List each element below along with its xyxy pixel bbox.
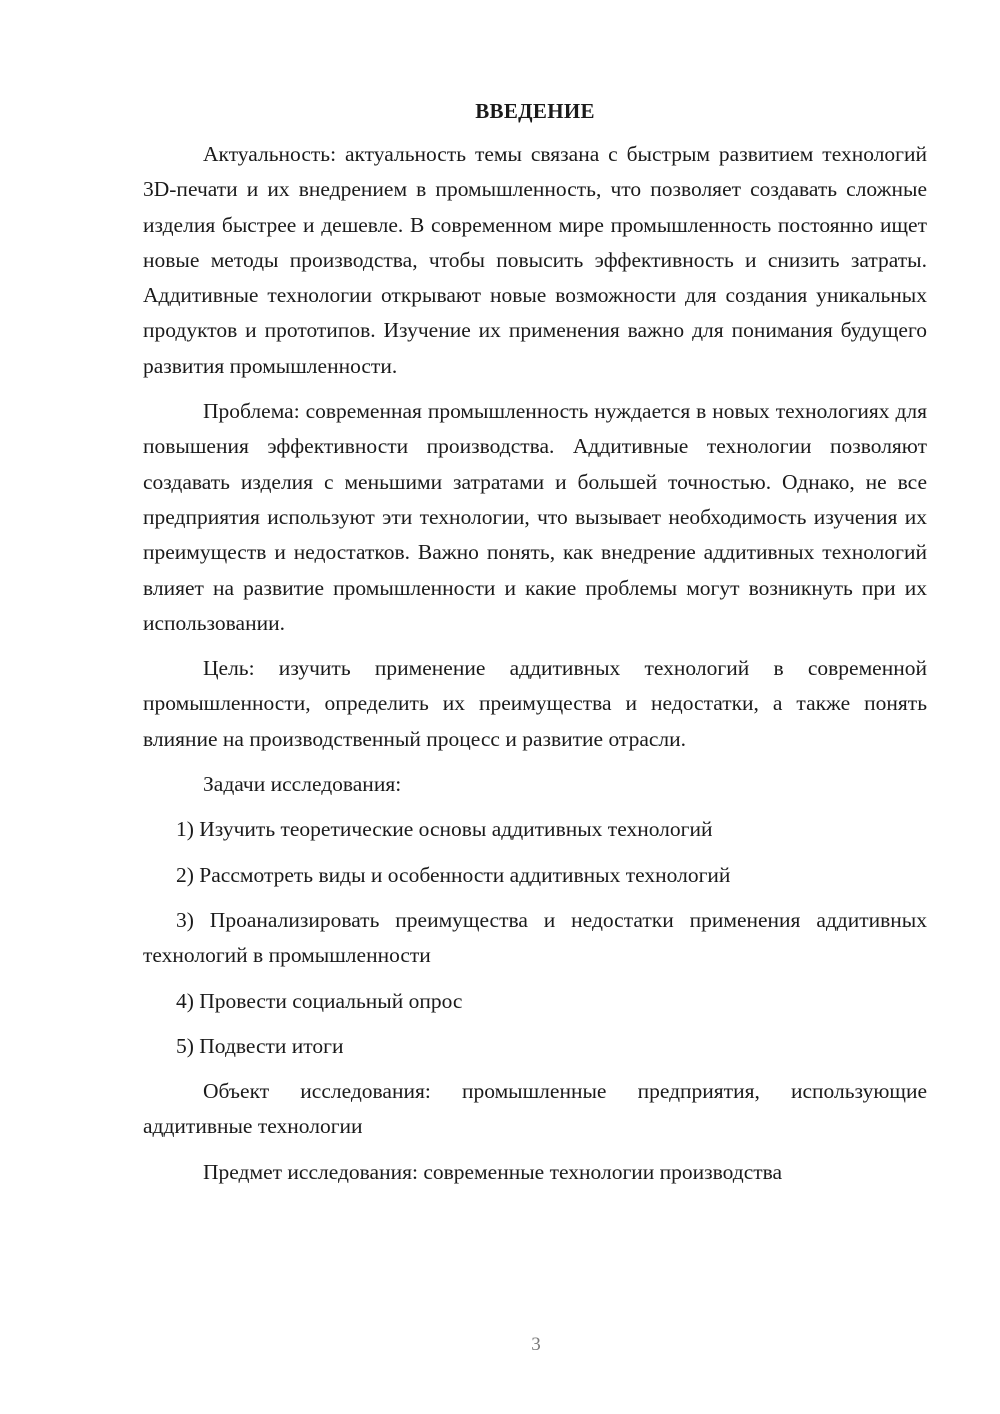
page-content xyxy=(143,95,927,1200)
page-number: 3 xyxy=(531,1334,541,1355)
task-item-2: 2) Рассмотреть виды и особенности аддитивных технологий xyxy=(176,862,731,887)
paragraph-problem: Проблема: современная промышленность нуждается в новых технологиях для повышения эффективности производства. Аддитивные технологии позволяют создавать изделия с меньшими затратами и большей точностью. Однако, не все предприятия используют эти технологии, что вызывает необходимость изучения их преимуществ и недостатков. Важно понять, как внедрение аддитивных технологий влияет на развитие промышленности и какие проблемы могут возникнуть при их использовании. xyxy=(143,399,927,635)
task-item-1: 1) Изучить теоретические основы аддитивных технологий xyxy=(176,817,713,842)
task-item-4: 4) Провести социальный опрос xyxy=(176,988,463,1013)
paragraph-object: Объект исследования: промышленные предприятия, использующие аддитивные технологии xyxy=(143,1079,927,1139)
paragraph-goal: Цель: изучить применение аддитивных технологий в современной промышленности, определить их преимущества и недостатки, а также понять влияние на производственный процесс и развитие отрасли. xyxy=(143,656,927,751)
paragraph-relevance: Актуальность: актуальность темы связана с быстрым развитием технологий 3D-печати и их внедрением в промышленность, что позволяет создавать сложные изделия быстрее и дешевле. В современном мире промышленность постоянно ищет новые методы производства, чтобы повысить эффективность и снизить затраты. Аддитивные технологии открывают новые возможности для создания уникальных продуктов и прототипов. Изучение их применения важно для понимания будущего развития промышленности. xyxy=(143,142,927,378)
tasks-heading: Задачи исследования: xyxy=(203,772,402,797)
section-heading: ВВЕДЕНИЕ xyxy=(475,99,595,123)
paragraph-subject: Предмет исследования: современные технологии производства xyxy=(203,1159,783,1184)
task-item-3: 3) Проанализировать преимущества и недостатки применения аддитивных технологий в промышленности xyxy=(143,907,927,968)
task-item-5: 5) Подвести итоги xyxy=(176,1033,344,1058)
